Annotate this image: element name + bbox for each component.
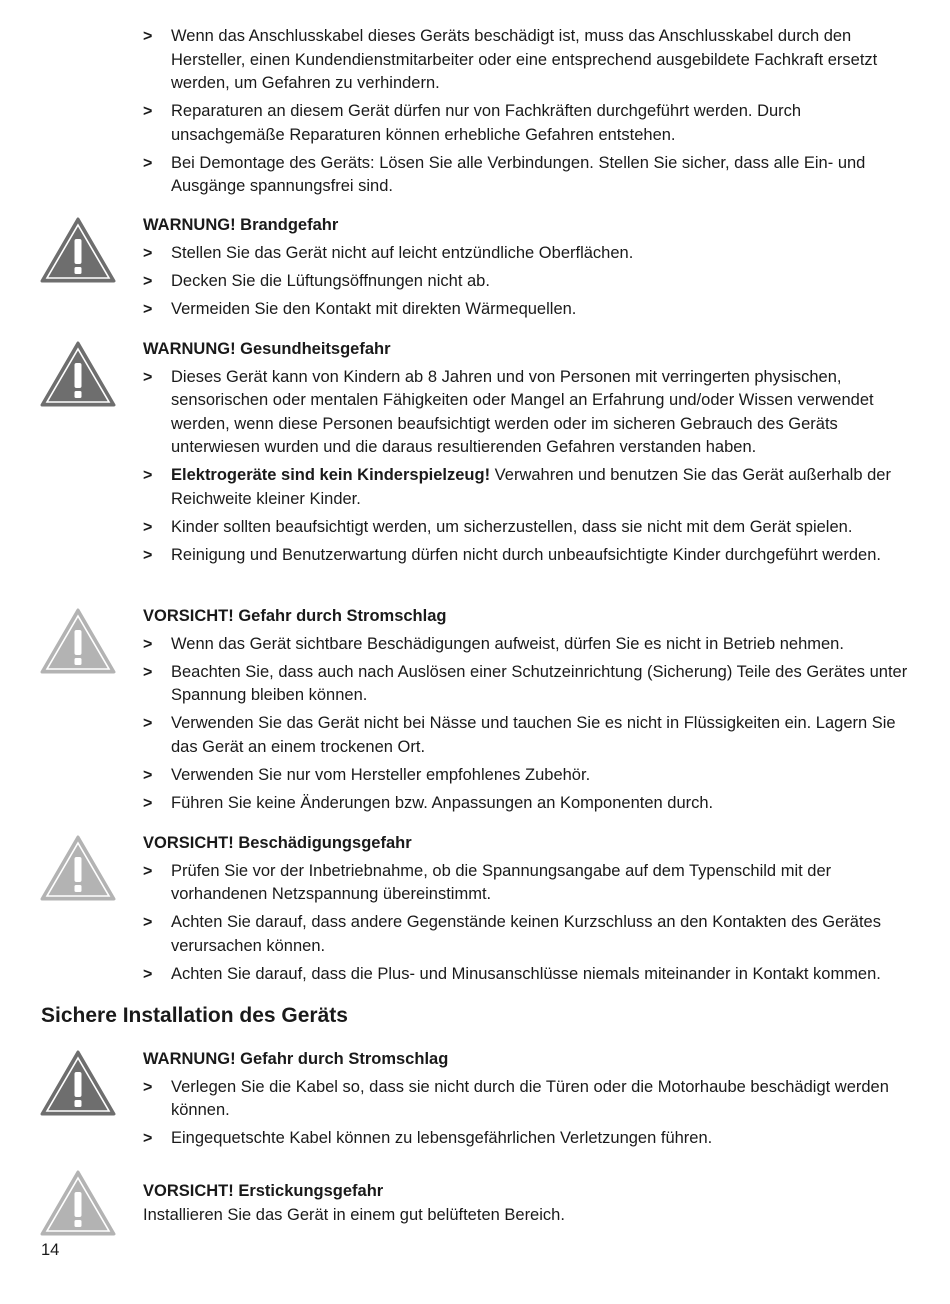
warning-triangle-icon [40,217,116,285]
bullet-arrow: > [143,663,153,681]
list-item: > Kinder sollten beaufsichtigt werden, um sicherzustellen, dass sie nicht mit dem Gerät spielen. [143,516,913,540]
bullet-arrow: > [143,862,153,880]
list-item: > Stellen Sie das Gerät nicht auf leicht entzündliche Oberflächen. [143,242,913,266]
bullet-arrow: > [143,766,153,784]
list-item: > Wenn das Gerät sichtbare Beschädigungen aufweist, dürfen Sie es nicht in Betrieb nehmen. [143,633,913,657]
list-item: > Decken Sie die Lüftungsöffnungen nicht ab. [143,270,913,294]
list-item: > Achten Sie darauf, dass andere Gegenstände keinen Kurzschluss an den Kontakten des Gerätes verursachen können. [143,913,881,955]
block-item-list [143,366,913,568]
list-item: > Bei Demontage des Geräts: Lösen Sie alle Verbindungen. Stellen Sie sicher, dass alle Ein- und Ausgänge spannungsfrei sind. [143,153,866,195]
bullet-arrow: > [143,1130,153,1147]
block-item-list [143,1076,913,1151]
bullet-arrow: > [143,103,153,120]
block-title: VORSICHT! Gefahr durch Stromschlag [143,607,447,625]
list-item: > Wenn das Anschlusskabel dieses Geräts beschädigt ist, muss das Anschlusskabel durch den Hersteller, einen Kundendienstmitarbeiter oder eine entsprechend ausgebildete Fachkraft ersetzt werden, um Gefahren zu verhindern. [143,27,878,92]
list-item: > Führen Sie keine Änderungen bzw. Anpassungen an Komponenten durch. [143,792,913,816]
bullet-arrow: > [143,368,153,386]
block-title: VORSICHT! Beschädigungsgefahr [143,834,412,852]
bullet-arrow: > [143,28,153,45]
block-item-list [143,633,913,816]
bold-warning-text: Elektrogeräte sind kein Kinderspielzeug! [171,466,491,484]
warning-triangle-icon [40,1050,116,1118]
bullet-arrow: > [143,154,153,172]
list-item: > Dieses Gerät kann von Kindern ab 8 Jahren und von Personen mit verringerten physischen, sensorischen oder mentalen Fähigkeiten oder Mangel an Erfahrung und/oder Wissen verwendet werden, wenn diese Personen beaufsichtigt werden oder im sicheren Gebrauch des Geräts unterwiesen wurden und die daraus resultierenden Gefahren verstanden haben. [143,367,874,456]
list-item: > Vermeiden Sie den Kontakt mit direkten Wärmequellen. [143,298,913,322]
list-item: > Verwenden Sie nur vom Hersteller empfohlenes Zubehör. [143,764,913,788]
bullet-arrow: > [143,965,153,983]
bullet-arrow: > [143,715,153,732]
list-item: > Reinigung und Benutzerwartung dürfen nicht durch unbeaufsichtigte Kinder durchgeführt werden. [143,544,913,568]
intro-bullet-list [143,25,913,203]
caution-triangle-icon [40,608,116,676]
caution-triangle-icon [40,1170,116,1238]
page-number: 14 [41,1241,60,1259]
bullet-arrow: > [143,300,153,318]
section-title: Sichere Installation des Geräts [41,1004,348,1027]
block-item-list [143,860,913,987]
list-item: > Achten Sie darauf, dass die Plus- und Minusanschlüsse niemals miteinander in Kontakt kommen. [143,963,913,987]
block-title: WARNUNG! Gesundheitsgefahr [143,340,391,358]
list-item: > Eingequetschte Kabel können zu lebensgefährlichen Verletzungen führen. [143,1127,913,1151]
list-item: > Beachten Sie, dass auch nach Auslösen einer Schutzeinrichtung (Sicherung) Teile des Gerätes unter Spannung bleiben können. [143,662,908,704]
bullet-arrow: > [143,1078,153,1096]
bullet-arrow: > [143,467,153,484]
bullet-arrow: > [143,518,153,536]
bullet-arrow: > [143,546,153,564]
block-title: VORSICHT! Erstickungsgefahr [143,1182,384,1200]
list-item: > Reparaturen an diesem Gerät dürfen nur von Fachkräften durchgeführt werden. Durch unsachgemäße Reparaturen können erhebliche Gefahren entstehen. [143,102,802,144]
list-item: > Prüfen Sie vor der Inbetriebnahme, ob die Spannungsangabe auf dem Typenschild mit der vorhandenen Netzspannung übereinstimmt. [143,861,832,903]
block-text: Installieren Sie das Gerät in einem gut belüfteten Bereich. [143,1205,565,1224]
caution-triangle-icon [40,835,116,903]
list-item: > Elektrogeräte sind kein Kinderspielzeug! Verwahren und benutzen Sie das Gerät außerhalb der Reichweite kleiner Kinder. [143,466,891,508]
block-item-list [143,242,913,322]
bullet-arrow: > [143,914,153,931]
list-item: > Verlegen Sie die Kabel so, dass sie nicht durch die Türen oder die Motorhaube beschädigt werden können. [143,1077,889,1119]
block-title: WARNUNG! Gefahr durch Stromschlag [143,1050,449,1068]
bullet-arrow: > [143,272,153,290]
block-title: WARNUNG! Brandgefahr [143,216,339,234]
bullet-arrow: > [143,794,153,812]
bullet-arrow: > [143,635,153,653]
list-item: > Verwenden Sie das Gerät nicht bei Nässe und tauchen Sie es nicht in Flüssigkeiten ein. Lagern Sie das Gerät an einem trockenen Ort. [143,714,896,756]
warning-triangle-icon [40,341,116,409]
bullet-arrow: > [143,244,153,262]
